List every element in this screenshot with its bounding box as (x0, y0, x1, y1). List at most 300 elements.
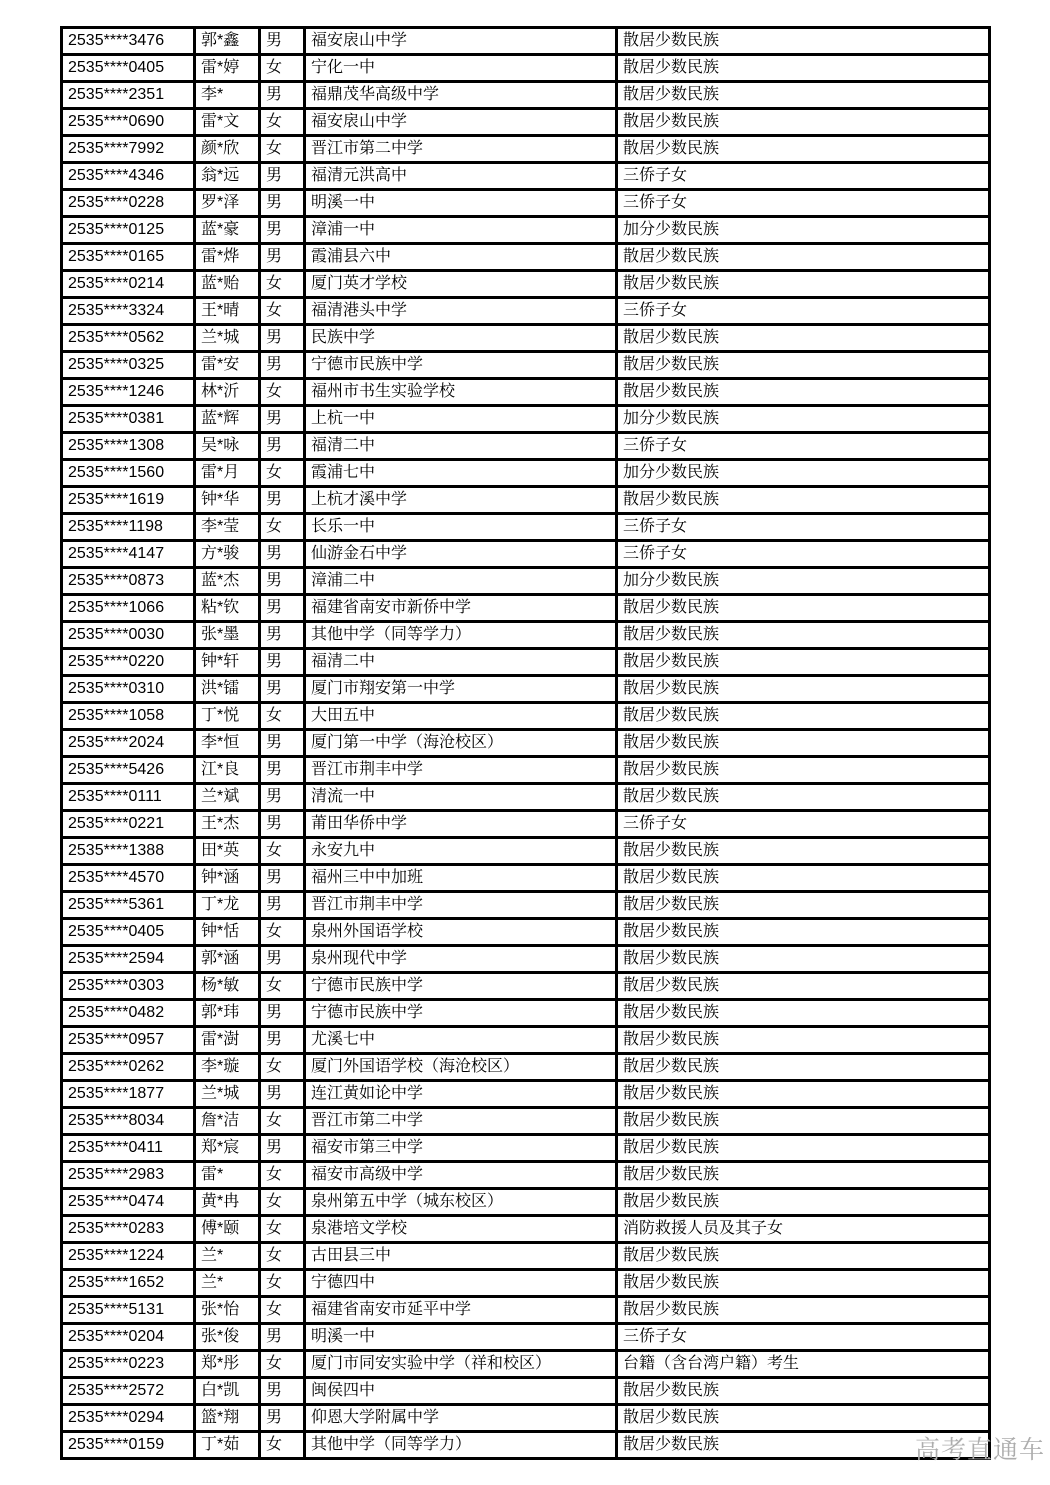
cell-gender: 女 (260, 838, 305, 865)
cell-category: 散居少数民族 (617, 946, 990, 973)
cell-category: 散居少数民族 (617, 730, 990, 757)
cell-name: 丁*龙 (195, 892, 260, 919)
cell-gender: 女 (260, 1216, 305, 1243)
cell-gender: 男 (260, 1135, 305, 1162)
cell-category: 散居少数民族 (617, 595, 990, 622)
table-row (62, 244, 990, 271)
table-row (62, 892, 990, 919)
cell-gender: 男 (260, 541, 305, 568)
cell-id: 2535****3324 (62, 298, 195, 325)
table-row (62, 1270, 990, 1297)
table-row (62, 919, 990, 946)
cell-gender: 女 (260, 514, 305, 541)
cell-gender: 女 (260, 55, 305, 82)
cell-gender: 男 (260, 757, 305, 784)
table-row (62, 109, 990, 136)
cell-name: 兰*城 (195, 325, 260, 352)
cell-id: 2535****0228 (62, 190, 195, 217)
cell-name: 郑*宸 (195, 1135, 260, 1162)
table-row (62, 676, 990, 703)
cell-school: 尤溪七中 (305, 1027, 617, 1054)
cell-name: 郭*鑫 (195, 28, 260, 55)
cell-id: 2535****4570 (62, 865, 195, 892)
table-row (62, 568, 990, 595)
cell-school: 厦门第一中学（海沧校区） (305, 730, 617, 757)
cell-name: 洪*镭 (195, 676, 260, 703)
table-row (62, 811, 990, 838)
cell-category: 散居少数民族 (617, 1378, 990, 1405)
cell-name: 颜*欣 (195, 136, 260, 163)
cell-category: 散居少数民族 (617, 919, 990, 946)
cell-id: 2535****0111 (62, 784, 195, 811)
cell-school: 福鼎茂华高级中学 (305, 82, 617, 109)
cell-name: 雷*澍 (195, 1027, 260, 1054)
cell-category: 散居少数民族 (617, 1135, 990, 1162)
cell-category: 散居少数民族 (617, 1297, 990, 1324)
cell-gender: 男 (260, 352, 305, 379)
cell-gender: 女 (260, 1189, 305, 1216)
table-row (62, 1081, 990, 1108)
cell-category: 散居少数民族 (617, 325, 990, 352)
cell-name: 李*莹 (195, 514, 260, 541)
table-row (62, 1000, 990, 1027)
cell-category: 散居少数民族 (617, 379, 990, 406)
cell-category: 散居少数民族 (617, 1405, 990, 1432)
cell-id: 2535****0381 (62, 406, 195, 433)
cell-school: 福建省南安市新侨中学 (305, 595, 617, 622)
cell-gender: 男 (260, 595, 305, 622)
table-row (62, 1162, 990, 1189)
cell-category: 散居少数民族 (617, 892, 990, 919)
cell-school: 漳浦一中 (305, 217, 617, 244)
cell-id: 2535****0873 (62, 568, 195, 595)
cell-name: 张*俊 (195, 1324, 260, 1351)
cell-id: 2535****0165 (62, 244, 195, 271)
cell-id: 2535****0159 (62, 1432, 195, 1459)
cell-school: 厦门市翔安第一中学 (305, 676, 617, 703)
cell-school: 福清元洪高中 (305, 163, 617, 190)
cell-id: 2535****1652 (62, 1270, 195, 1297)
cell-school: 晋江市第二中学 (305, 136, 617, 163)
cell-name: 兰*城 (195, 1081, 260, 1108)
cell-category: 台籍（含台湾户籍）考生 (617, 1351, 990, 1378)
cell-id: 2535****0562 (62, 325, 195, 352)
cell-school: 福安市第三中学 (305, 1135, 617, 1162)
cell-school: 福建省南安市延平中学 (305, 1297, 617, 1324)
cell-school: 明溪一中 (305, 1324, 617, 1351)
table-row (62, 1432, 990, 1459)
cell-gender: 男 (260, 1000, 305, 1027)
cell-name: 江*良 (195, 757, 260, 784)
cell-id: 2535****0283 (62, 1216, 195, 1243)
cell-name: 詹*洁 (195, 1108, 260, 1135)
cell-gender: 女 (260, 919, 305, 946)
cell-name: 钟*恬 (195, 919, 260, 946)
cell-gender: 女 (260, 1351, 305, 1378)
table-row (62, 1243, 990, 1270)
cell-school: 福州市书生实验学校 (305, 379, 617, 406)
cell-name: 张*墨 (195, 622, 260, 649)
cell-school: 宁德市民族中学 (305, 973, 617, 1000)
cell-category: 散居少数民族 (617, 622, 990, 649)
cell-school: 永安九中 (305, 838, 617, 865)
cell-school: 大田五中 (305, 703, 617, 730)
cell-id: 2535****1198 (62, 514, 195, 541)
cell-school: 福安市高级中学 (305, 1162, 617, 1189)
cell-school: 宁化一中 (305, 55, 617, 82)
cell-school: 福清二中 (305, 649, 617, 676)
cell-school: 晋江市荆丰中学 (305, 757, 617, 784)
cell-school: 莆田华侨中学 (305, 811, 617, 838)
table-row (62, 406, 990, 433)
cell-gender: 女 (260, 271, 305, 298)
cell-name: 雷*婷 (195, 55, 260, 82)
table-row (62, 136, 990, 163)
table-row (62, 1297, 990, 1324)
cell-category: 散居少数民族 (617, 109, 990, 136)
cell-name: 郭*涵 (195, 946, 260, 973)
table-row (62, 973, 990, 1000)
cell-school: 漳浦二中 (305, 568, 617, 595)
cell-school: 其他中学（同等学力） (305, 622, 617, 649)
cell-gender: 女 (260, 973, 305, 1000)
cell-id: 2535****0030 (62, 622, 195, 649)
cell-gender: 男 (260, 1324, 305, 1351)
cell-category: 散居少数民族 (617, 1189, 990, 1216)
cell-id: 2535****1246 (62, 379, 195, 406)
cell-name: 王*杰 (195, 811, 260, 838)
table-row (62, 298, 990, 325)
table-row (62, 1027, 990, 1054)
cell-gender: 男 (260, 892, 305, 919)
cell-gender: 女 (260, 109, 305, 136)
cell-name: 李* (195, 82, 260, 109)
cell-id: 2535****0325 (62, 352, 195, 379)
cell-gender: 男 (260, 244, 305, 271)
table-row (62, 946, 990, 973)
cell-school: 仙游金石中学 (305, 541, 617, 568)
cell-id: 2535****0220 (62, 649, 195, 676)
table-row (62, 1216, 990, 1243)
table-row (62, 1054, 990, 1081)
cell-id: 2535****0957 (62, 1027, 195, 1054)
table-row (62, 730, 990, 757)
cell-name: 蓝*贻 (195, 271, 260, 298)
cell-id: 2535****2024 (62, 730, 195, 757)
cell-gender: 男 (260, 28, 305, 55)
cell-category: 三侨子女 (617, 514, 990, 541)
cell-name: 雷*文 (195, 109, 260, 136)
cell-name: 王*晴 (195, 298, 260, 325)
table-row (62, 163, 990, 190)
cell-id: 2535****1066 (62, 595, 195, 622)
cell-category: 三侨子女 (617, 163, 990, 190)
cell-name: 丁*茹 (195, 1432, 260, 1459)
cell-name: 蓝*杰 (195, 568, 260, 595)
cell-id: 2535****2594 (62, 946, 195, 973)
student-roster-table (60, 26, 991, 1460)
cell-gender: 男 (260, 568, 305, 595)
table-row (62, 514, 990, 541)
cell-category: 散居少数民族 (617, 757, 990, 784)
cell-name: 丁*悦 (195, 703, 260, 730)
cell-category: 散居少数民族 (617, 703, 990, 730)
cell-name: 钟*华 (195, 487, 260, 514)
cell-gender: 男 (260, 163, 305, 190)
cell-id: 2535****1308 (62, 433, 195, 460)
cell-category: 散居少数民族 (617, 1081, 990, 1108)
table-row (62, 865, 990, 892)
table-row (62, 28, 990, 55)
cell-school: 闽侯四中 (305, 1378, 617, 1405)
cell-category: 散居少数民族 (617, 1027, 990, 1054)
cell-gender: 男 (260, 217, 305, 244)
cell-category: 散居少数民族 (617, 1000, 990, 1027)
cell-school: 仰恩大学附属中学 (305, 1405, 617, 1432)
cell-id: 2535****0223 (62, 1351, 195, 1378)
cell-gender: 男 (260, 487, 305, 514)
cell-category: 三侨子女 (617, 1324, 990, 1351)
cell-category: 散居少数民族 (617, 136, 990, 163)
cell-id: 2535****0411 (62, 1135, 195, 1162)
table-row (62, 55, 990, 82)
cell-school: 福安扆山中学 (305, 109, 617, 136)
cell-gender: 男 (260, 325, 305, 352)
cell-school: 晋江市第二中学 (305, 1108, 617, 1135)
cell-id: 2535****0262 (62, 1054, 195, 1081)
cell-gender: 女 (260, 703, 305, 730)
cell-category: 三侨子女 (617, 541, 990, 568)
cell-category: 散居少数民族 (617, 352, 990, 379)
table-row (62, 838, 990, 865)
cell-name: 雷*安 (195, 352, 260, 379)
cell-school: 霞浦县六中 (305, 244, 617, 271)
table-row (62, 460, 990, 487)
table-row (62, 190, 990, 217)
cell-gender: 女 (260, 1054, 305, 1081)
cell-school: 宁德四中 (305, 1270, 617, 1297)
cell-gender: 女 (260, 1270, 305, 1297)
cell-gender: 男 (260, 1081, 305, 1108)
table-row (62, 649, 990, 676)
cell-gender: 男 (260, 406, 305, 433)
cell-school: 福清二中 (305, 433, 617, 460)
cell-name: 方*骏 (195, 541, 260, 568)
cell-id: 2535****5131 (62, 1297, 195, 1324)
cell-category: 散居少数民族 (617, 1054, 990, 1081)
cell-school: 民族中学 (305, 325, 617, 352)
cell-category: 散居少数民族 (617, 784, 990, 811)
cell-gender: 男 (260, 82, 305, 109)
cell-category: 散居少数民族 (617, 244, 990, 271)
cell-id: 2535****0482 (62, 1000, 195, 1027)
cell-category: 散居少数民族 (617, 55, 990, 82)
table-row (62, 487, 990, 514)
cell-school: 清流一中 (305, 784, 617, 811)
cell-gender: 女 (260, 1243, 305, 1270)
cell-id: 2535****8034 (62, 1108, 195, 1135)
cell-name: 粘*钦 (195, 595, 260, 622)
table-row (62, 703, 990, 730)
cell-id: 2535****0294 (62, 1405, 195, 1432)
cell-school: 泉州现代中学 (305, 946, 617, 973)
cell-id: 2535****4346 (62, 163, 195, 190)
cell-name: 雷*月 (195, 460, 260, 487)
cell-name: 李*璇 (195, 1054, 260, 1081)
cell-gender: 女 (260, 1297, 305, 1324)
cell-category: 散居少数民族 (617, 1243, 990, 1270)
cell-school: 长乐一中 (305, 514, 617, 541)
cell-category: 散居少数民族 (617, 838, 990, 865)
cell-id: 2535****0221 (62, 811, 195, 838)
cell-category: 散居少数民族 (617, 82, 990, 109)
table-row (62, 1378, 990, 1405)
cell-id: 2535****2572 (62, 1378, 195, 1405)
cell-school: 霞浦七中 (305, 460, 617, 487)
cell-name: 黄*冉 (195, 1189, 260, 1216)
cell-category: 加分少数民族 (617, 406, 990, 433)
table-row (62, 217, 990, 244)
roster-body (62, 28, 990, 1459)
cell-id: 2535****0405 (62, 919, 195, 946)
cell-id: 2535****1058 (62, 703, 195, 730)
cell-gender: 女 (260, 1108, 305, 1135)
cell-name: 张*怡 (195, 1297, 260, 1324)
cell-category: 三侨子女 (617, 811, 990, 838)
cell-name: 兰*斌 (195, 784, 260, 811)
cell-school: 福州三中中加班 (305, 865, 617, 892)
cell-id: 2535****1619 (62, 487, 195, 514)
table-row (62, 1135, 990, 1162)
table-row (62, 271, 990, 298)
cell-category: 散居少数民族 (617, 28, 990, 55)
table-row (62, 82, 990, 109)
cell-id: 2535****1877 (62, 1081, 195, 1108)
cell-id: 2535****1560 (62, 460, 195, 487)
cell-id: 2535****0204 (62, 1324, 195, 1351)
cell-gender: 女 (260, 1432, 305, 1459)
cell-id: 2535****5426 (62, 757, 195, 784)
cell-school: 福清港头中学 (305, 298, 617, 325)
cell-category: 加分少数民族 (617, 460, 990, 487)
cell-name: 白*凯 (195, 1378, 260, 1405)
cell-id: 2535****0474 (62, 1189, 195, 1216)
cell-id: 2535****0690 (62, 109, 195, 136)
table-row (62, 325, 990, 352)
cell-school: 厦门外国语学校（海沧校区） (305, 1054, 617, 1081)
cell-name: 蓝*辉 (195, 406, 260, 433)
cell-name: 田*英 (195, 838, 260, 865)
cell-name: 兰* (195, 1243, 260, 1270)
cell-category: 散居少数民族 (617, 487, 990, 514)
cell-school: 厦门市同安实验中学（祥和校区） (305, 1351, 617, 1378)
cell-gender: 女 (260, 298, 305, 325)
cell-category: 散居少数民族 (617, 973, 990, 1000)
cell-gender: 男 (260, 433, 305, 460)
cell-id: 2535****5361 (62, 892, 195, 919)
cell-name: 钟*涵 (195, 865, 260, 892)
cell-name: 篮*翔 (195, 1405, 260, 1432)
table-row (62, 622, 990, 649)
cell-gender: 女 (260, 136, 305, 163)
cell-category: 三侨子女 (617, 298, 990, 325)
cell-category: 加分少数民族 (617, 568, 990, 595)
cell-school: 上杭才溪中学 (305, 487, 617, 514)
cell-gender: 女 (260, 1162, 305, 1189)
cell-gender: 男 (260, 730, 305, 757)
cell-name: 钟*轩 (195, 649, 260, 676)
cell-gender: 男 (260, 811, 305, 838)
cell-category: 散居少数民族 (617, 676, 990, 703)
cell-id: 2535****0214 (62, 271, 195, 298)
cell-name: 吴*咏 (195, 433, 260, 460)
cell-gender: 男 (260, 1405, 305, 1432)
table-row (62, 379, 990, 406)
cell-id: 2535****1224 (62, 1243, 195, 1270)
cell-school: 宁德市民族中学 (305, 352, 617, 379)
cell-id: 2535****0303 (62, 973, 195, 1000)
cell-school: 福安扆山中学 (305, 28, 617, 55)
cell-gender: 男 (260, 622, 305, 649)
cell-name: 罗*泽 (195, 190, 260, 217)
cell-gender: 男 (260, 1027, 305, 1054)
cell-id: 2535****0405 (62, 55, 195, 82)
table-row (62, 757, 990, 784)
cell-school: 泉州外国语学校 (305, 919, 617, 946)
cell-school: 晋江市荆丰中学 (305, 892, 617, 919)
cell-id: 2535****0310 (62, 676, 195, 703)
cell-school: 古田县三中 (305, 1243, 617, 1270)
table-row (62, 1189, 990, 1216)
cell-school: 其他中学（同等学力） (305, 1432, 617, 1459)
cell-name: 李*恒 (195, 730, 260, 757)
cell-id: 2535****7992 (62, 136, 195, 163)
cell-category: 散居少数民族 (617, 865, 990, 892)
table-row (62, 1405, 990, 1432)
cell-name: 杨*敏 (195, 973, 260, 1000)
cell-gender: 男 (260, 676, 305, 703)
cell-school: 泉港培文学校 (305, 1216, 617, 1243)
cell-id: 2535****2983 (62, 1162, 195, 1189)
cell-gender: 男 (260, 1378, 305, 1405)
cell-name: 傅*颐 (195, 1216, 260, 1243)
cell-school: 连江黄如论中学 (305, 1081, 617, 1108)
cell-gender: 男 (260, 190, 305, 217)
table-row (62, 1108, 990, 1135)
table-row (62, 352, 990, 379)
table-row (62, 541, 990, 568)
cell-school: 上杭一中 (305, 406, 617, 433)
cell-name: 雷*烨 (195, 244, 260, 271)
cell-school: 明溪一中 (305, 190, 617, 217)
cell-category: 散居少数民族 (617, 271, 990, 298)
cell-name: 蓝*豪 (195, 217, 260, 244)
cell-id: 2535****3476 (62, 28, 195, 55)
cell-category: 散居少数民族 (617, 1162, 990, 1189)
cell-category: 散居少数民族 (617, 1432, 990, 1459)
cell-category: 三侨子女 (617, 190, 990, 217)
cell-category: 散居少数民族 (617, 649, 990, 676)
cell-name: 兰* (195, 1270, 260, 1297)
cell-id: 2535****4147 (62, 541, 195, 568)
cell-id: 2535****1388 (62, 838, 195, 865)
table-row (62, 433, 990, 460)
table-row (62, 1324, 990, 1351)
cell-gender: 男 (260, 946, 305, 973)
cell-gender: 男 (260, 784, 305, 811)
cell-category: 加分少数民族 (617, 217, 990, 244)
cell-category: 三侨子女 (617, 433, 990, 460)
